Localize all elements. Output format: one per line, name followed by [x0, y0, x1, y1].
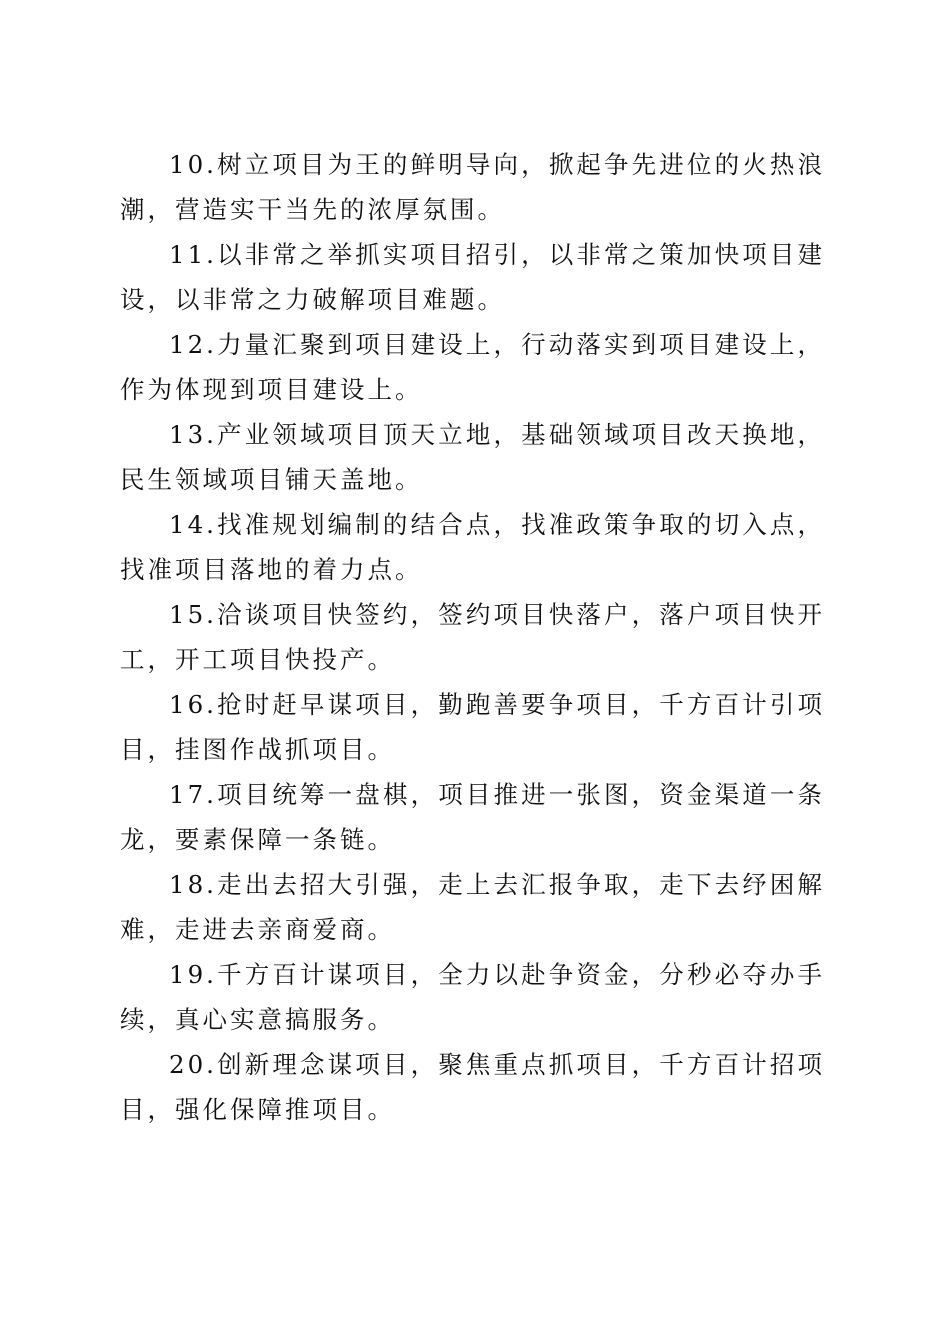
document-body — [120, 142, 825, 1132]
paragraph-13: 13.产业领域项目顶天立地，基础领域项目改天换地，民生领域项目铺天盖地。 — [120, 420, 825, 494]
paragraph-15: 15.洽谈项目快签约，签约项目快落户，落户项目快开工，开工项目快投产。 — [120, 600, 825, 674]
paragraph-20: 20.创新理念谋项目，聚焦重点抓项目，千方百计招项目，强化保障推项目。 — [120, 1050, 825, 1124]
paragraph-17: 17.项目统筹一盘棋，项目推进一张图，资金渠道一条龙，要素保障一条链。 — [120, 780, 825, 854]
paragraph-10: 10.树立项目为王的鲜明导向，掀起争先进位的火热浪潮，营造实干当先的浓厚氛围。 — [120, 150, 825, 224]
paragraph-12: 12.力量汇聚到项目建设上，行动落实到项目建设上，作为体现到项目建设上。 — [120, 330, 825, 404]
paragraph-16: 16.抢时赶早谋项目，勤跑善要争项目，千方百计引项目，挂图作战抓项目。 — [120, 690, 825, 764]
paragraph-18: 18.走出去招大引强，走上去汇报争取，走下去纾困解难，走进去亲商爱商。 — [120, 870, 825, 944]
paragraph-14: 14.找准规划编制的结合点，找准政策争取的切入点，找准项目落地的着力点。 — [120, 510, 825, 584]
paragraph-19: 19.千方百计谋项目，全力以赴争资金，分秒必夺办手续，真心实意搞服务。 — [120, 960, 825, 1034]
paragraph-11: 11.以非常之举抓实项目招引，以非常之策加快项目建设，以非常之力破解项目难题。 — [120, 240, 825, 314]
